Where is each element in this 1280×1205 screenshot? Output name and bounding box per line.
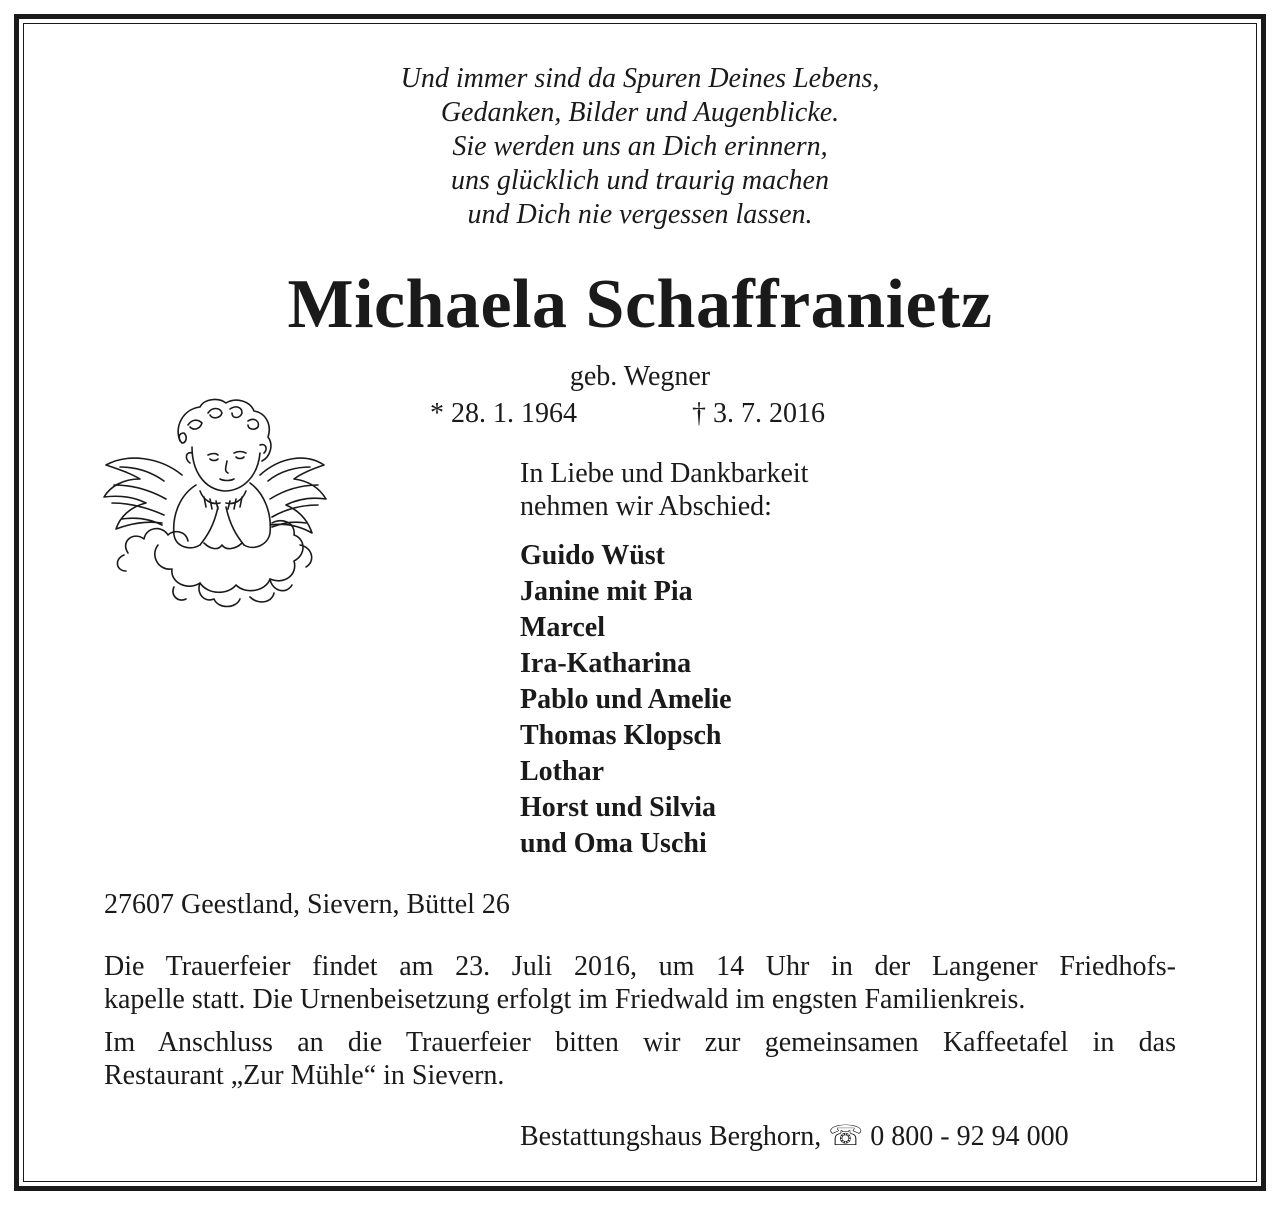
- paragraph-line: Im Anschluss an die Trauerfeier bitten wir zur gemeinsamen Kaffeetafel in das: [104, 1027, 1176, 1058]
- maiden-name: geb. Wegner: [569, 361, 711, 392]
- mourner-name: Janine mit Pia: [520, 576, 693, 607]
- paragraph-line: Restaurant „Zur Mühle“ in Sievern.: [104, 1060, 505, 1091]
- mourner-name: und Oma Uschi: [520, 828, 707, 859]
- mourner-name: Ira-Katharina: [520, 648, 692, 679]
- death-date: † 3. 7. 2016: [692, 398, 825, 429]
- verse-line: und Dich nie vergessen lassen.: [467, 199, 813, 230]
- memorial-verse: [0, 62, 1280, 232]
- reception-info: [104, 1026, 1176, 1092]
- family-address: 27607 Geestland, Sievern, Büttel 26: [104, 889, 510, 920]
- paragraph-line: kapelle statt. Die Urnenbeisetzung erfolgt im Friedwald im engsten Familienkreis.: [104, 984, 1026, 1015]
- verse-line: Gedanken, Bilder und Augenblicke.: [440, 97, 840, 128]
- farewell-intro: [520, 457, 808, 523]
- mourner-name: Horst und Silvia: [520, 792, 717, 823]
- mourner-name: Thomas Klopsch: [520, 720, 722, 751]
- deceased-name: Michaela Schaffranietz: [287, 266, 993, 343]
- funeral-service-info: [104, 950, 1176, 1016]
- mourner-name: Pablo und Amelie: [520, 684, 732, 715]
- funeral-home-contact: Bestattungshaus Berghorn, ☏ 0 800 - 92 94 000: [520, 1121, 1069, 1152]
- birth-date: * 28. 1. 1964: [430, 398, 577, 429]
- verse-line: uns glücklich und traurig machen: [451, 165, 829, 196]
- mourner-name: Guido Wüst: [520, 540, 665, 571]
- intro-line: nehmen wir Abschied:: [520, 491, 772, 522]
- verse-line: Sie werden uns an Dich erinnern,: [452, 131, 828, 162]
- verse-line: Und immer sind da Spuren Deines Lebens,: [400, 63, 880, 94]
- mourners-list: [520, 538, 732, 862]
- mourner-name: Marcel: [520, 612, 605, 643]
- cherub-angel-icon: [100, 395, 328, 617]
- paragraph-line: Die Trauerfeier findet am 23. Juli 2016, um 14 Uhr in der Langener Friedhofs-: [104, 951, 1176, 982]
- intro-line: In Liebe und Dankbarkeit: [520, 458, 809, 489]
- mourner-name: Lothar: [520, 756, 604, 787]
